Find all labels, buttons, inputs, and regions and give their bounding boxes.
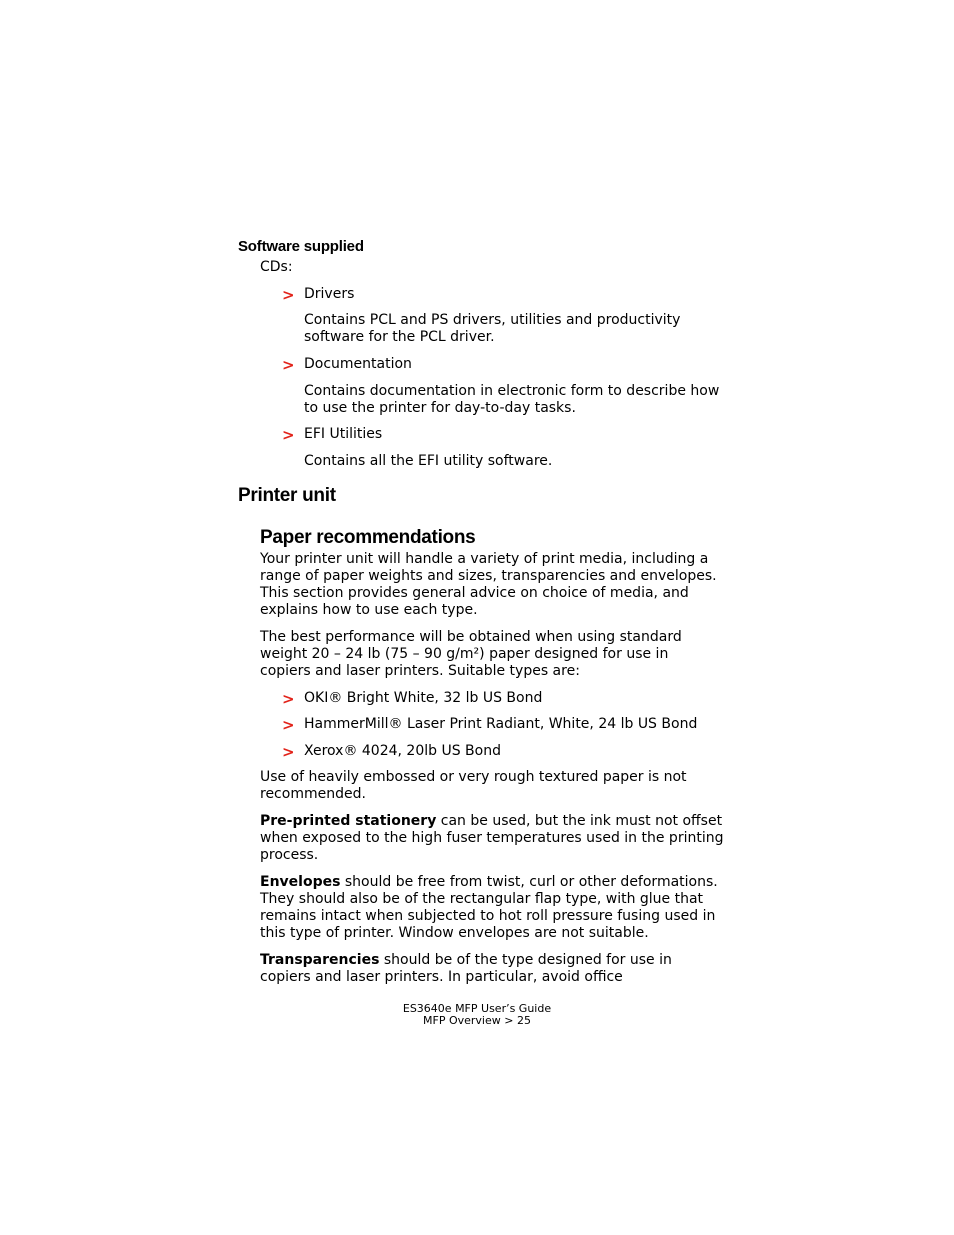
footer-page-number: MFP Overview > 25 <box>423 1014 531 1027</box>
bullet-marker: > <box>282 690 295 708</box>
software-item-label: Drivers <box>304 286 355 302</box>
software-item-desc: to use the printer for day-to-day tasks. <box>304 400 576 416</box>
paragraph-line: copiers and laser printers. Suitable types are: <box>260 663 580 679</box>
paper-type-label: HammerMill® Laser Print Radiant, White, 24 lb US Bond <box>304 716 698 732</box>
software-item-desc: software for the PCL driver. <box>304 329 495 345</box>
bullet-marker: > <box>282 716 295 734</box>
paragraph-line: remains intact when subjected to hot roll pressure fusing used in <box>260 908 716 924</box>
section-heading-software: Software supplied <box>238 238 364 255</box>
section-heading-printer-unit: Printer unit <box>238 485 336 506</box>
bullet-marker: > <box>282 743 295 761</box>
paragraph-line: recommended. <box>260 786 366 802</box>
paragraph-line: They should also be of the rectangular flap type, with glue that <box>260 891 704 907</box>
paragraph-line: weight 20 – 24 lb (75 – 90 g/m²) paper designed for use in <box>260 646 669 662</box>
bullet-marker: > <box>282 286 295 304</box>
term-bold: Transparencies <box>260 952 380 968</box>
paragraph-line: explains how to use each type. <box>260 602 478 618</box>
software-item-desc: Contains PCL and PS drivers, utilities and productivity <box>304 312 681 328</box>
paragraph-line <box>260 813 722 830</box>
bullet-marker: > <box>282 426 295 444</box>
bullet-marker: > <box>282 356 295 374</box>
cds-label: CDs: <box>260 259 293 275</box>
paragraph-line: Use of heavily embossed or very rough textured paper is not <box>260 769 687 785</box>
software-item-desc: Contains all the EFI utility software. <box>304 453 553 469</box>
software-item-desc: Contains documentation in electronic form to describe how <box>304 383 720 399</box>
paragraph-line: range of paper weights and sizes, transparencies and envelopes. <box>260 568 717 584</box>
paragraph-line: process. <box>260 847 319 863</box>
paragraph-line: this type of printer. Window envelopes are not suitable. <box>260 925 649 941</box>
paragraph-line: The best performance will be obtained when using standard <box>260 629 682 645</box>
footer-guide-title: ES3640e MFP User’s Guide <box>402 1002 552 1015</box>
term-bold: Envelopes <box>260 874 341 890</box>
software-item-label: EFI Utilities <box>304 426 383 442</box>
paragraph-line <box>260 874 718 891</box>
term-description: should be free from twist, curl or other deformations. <box>340 874 718 890</box>
subsection-heading-paper: Paper recommendations <box>260 527 476 548</box>
paragraph-line: Your printer unit will handle a variety of print media, including a <box>260 551 709 567</box>
paper-type-label: Xerox® 4024, 20lb US Bond <box>304 743 501 759</box>
term-bold: Pre-printed stationery <box>260 813 437 829</box>
paragraph-line: This section provides general advice on choice of media, and <box>260 585 689 601</box>
term-description: can be used, but the ink must not offset <box>436 813 723 829</box>
software-item-label: Documentation <box>304 356 412 372</box>
paragraph-line: copiers and laser printers. In particular, avoid office <box>260 969 623 985</box>
paragraph-line <box>260 952 672 969</box>
paper-type-label: OKI® Bright White, 32 lb US Bond <box>304 690 543 706</box>
term-description: should be of the type designed for use in <box>379 952 672 968</box>
paragraph-line: when exposed to the high fuser temperatures used in the printing <box>260 830 724 846</box>
